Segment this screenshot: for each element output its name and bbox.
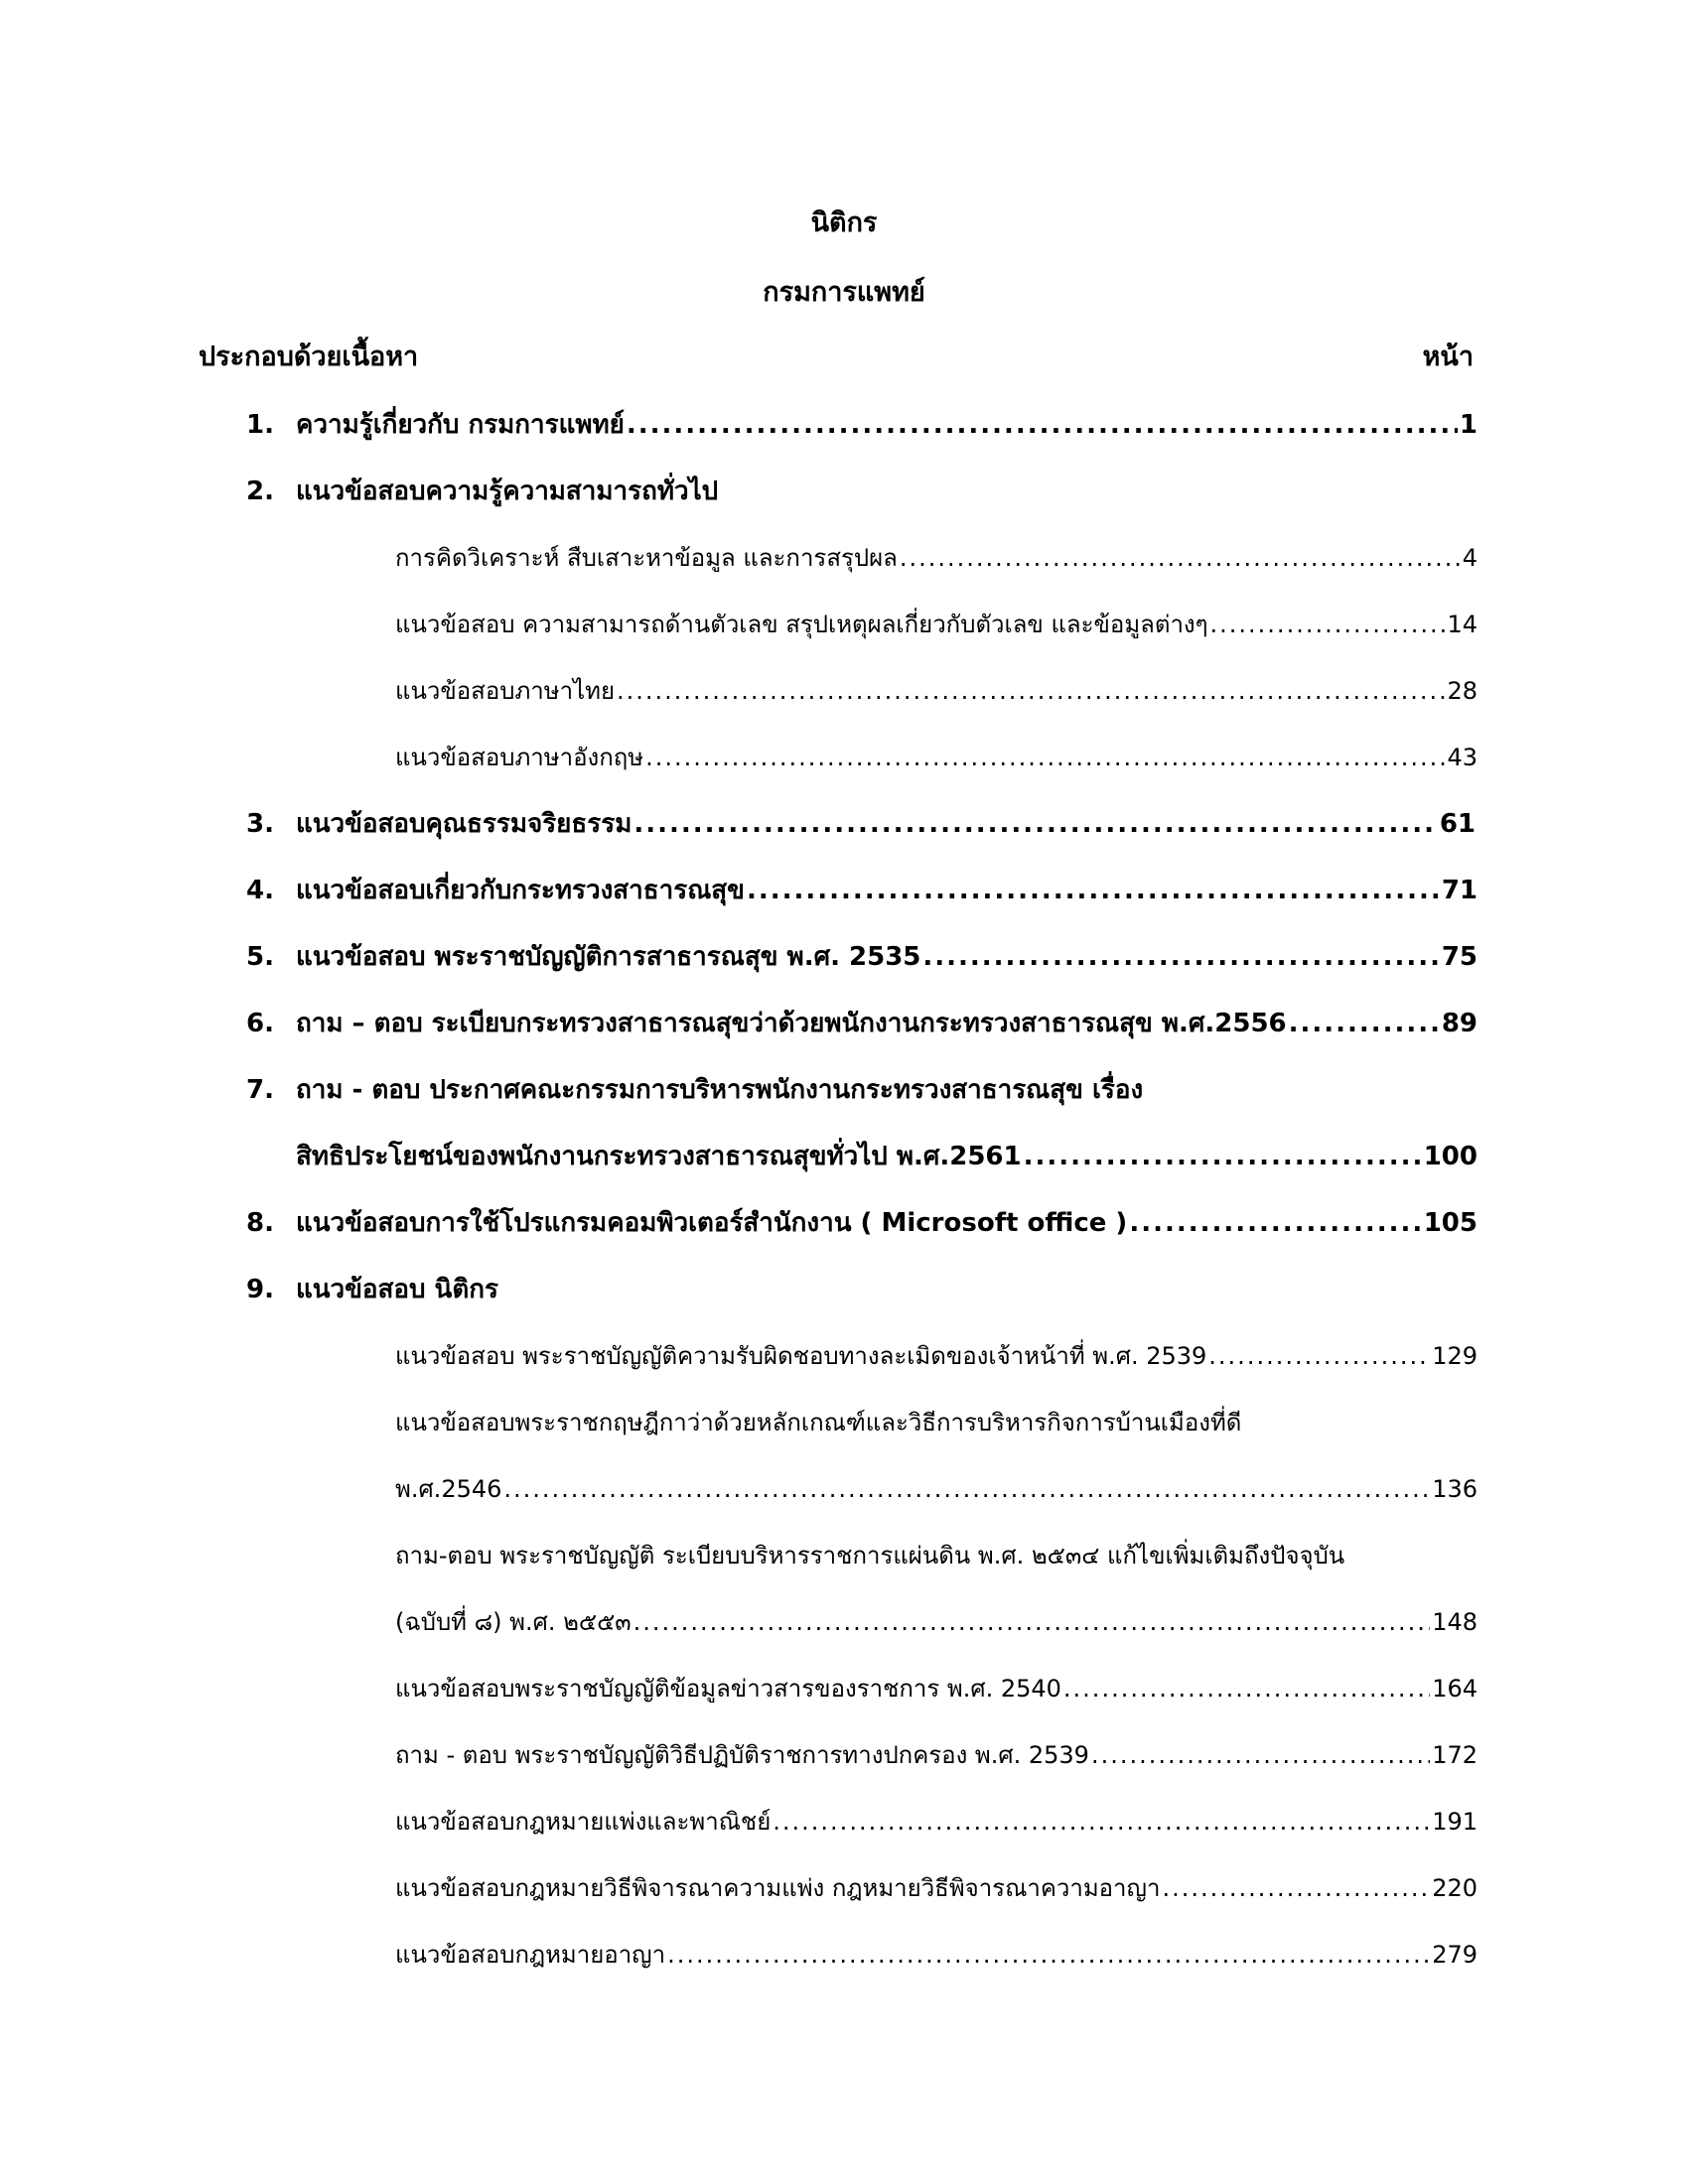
toc-item-number: 5.	[246, 942, 274, 972]
dot-leader	[645, 738, 1445, 777]
dot-leader	[1162, 1868, 1430, 1908]
toc-subitem[interactable]	[395, 738, 1477, 777]
toc-item-page: 61	[1439, 809, 1476, 839]
toc-item-title: แนวข้อสอบกฎหมายวิธีพิจารณาความแพ่ง กฎหมายวิธีพิจารณาความอาญา	[395, 1874, 1161, 1902]
dot-leader	[1210, 605, 1446, 644]
toc-item-page: 148	[1432, 1608, 1477, 1636]
toc-item-page: 43	[1447, 744, 1477, 771]
toc-item-page: 89	[1441, 1009, 1477, 1038]
toc-item-number: 2.	[246, 477, 274, 506]
dot-leader	[1208, 1336, 1430, 1376]
dot-leader	[747, 871, 1440, 910]
toc-subitem[interactable]	[395, 1669, 1477, 1708]
toc-item-title: พ.ศ.2546	[395, 1475, 502, 1503]
dot-leader	[617, 671, 1445, 711]
dot-leader	[633, 804, 1437, 844]
dot-leader	[922, 937, 1439, 977]
toc-item-title: (ฉบับที่ ๘) พ.ศ. ๒๕๕๓	[395, 1608, 632, 1636]
toc-subitem[interactable]	[395, 605, 1477, 644]
toc-subitem[interactable]	[395, 1735, 1477, 1775]
toc-item-title: แนวข้อสอบภาษาไทย	[395, 677, 616, 705]
toc-section[interactable]	[246, 1270, 498, 1309]
toc-item-page: 71	[1441, 876, 1477, 905]
dot-leader	[633, 1602, 1431, 1642]
dot-leader	[667, 1935, 1430, 1975]
toc-item-page: 28	[1447, 677, 1477, 705]
toc-item-title: แนวข้อสอบ ความสามารถด้านตัวเลข สรุปเหตุผลเกี่ยวกับตัวเลข และข้อมูลต่างๆ	[395, 611, 1208, 638]
toc-item-continuation[interactable]	[296, 1137, 1477, 1176]
toc-item-page: 136	[1432, 1475, 1477, 1503]
toc-item-number: 7.	[246, 1075, 274, 1105]
toc-subitem-continuation[interactable]	[395, 1469, 1477, 1509]
toc-item[interactable]	[246, 804, 1476, 844]
toc-item-number: 8.	[246, 1208, 274, 1238]
page-column-heading: หน้า	[1422, 341, 1474, 372]
toc-item-number: 3.	[246, 809, 274, 839]
toc-item-title: ถาม – ตอบ ระเบียบกระทรวงสาธารณสุขว่าด้วยพนักงานกระทรวงสาธารณสุข พ.ศ.2556	[296, 1009, 1287, 1038]
dot-leader	[1063, 1669, 1430, 1708]
dot-leader	[503, 1469, 1430, 1509]
toc-item[interactable]	[246, 1070, 1143, 1110]
toc-item-page: 75	[1441, 942, 1477, 972]
toc-item-title: แนวข้อสอบพระราชกฤษฎีกาว่าด้วยหลักเกณฑ์และวิธีการบริหารกิจการบ้านเมืองที่ดี	[395, 1409, 1242, 1436]
toc-item-page: 4	[1462, 544, 1477, 572]
contents-heading: ประกอบด้วยเนื้อหา	[199, 341, 419, 372]
toc-item-page: 279	[1432, 1941, 1477, 1969]
toc-item-title: แนวข้อสอบกฎหมายอาญา	[395, 1941, 666, 1969]
dot-leader	[1289, 1004, 1440, 1043]
toc-item-title: แนวข้อสอบภาษาอังกฤษ	[395, 744, 644, 771]
toc-item-page: 191	[1432, 1808, 1477, 1836]
toc-item-page: 14	[1447, 611, 1477, 638]
toc-item-title: ถาม-ตอบ พระราชบัญญัติ ระเบียบบริหารราชการแผ่นดิน พ.ศ. ๒๕๓๔ แก้ไขเพิ่มเติมถึงปัจจุบัน	[395, 1542, 1345, 1570]
toc-item-title: แนวข้อสอบความรู้ความสามารถทั่วไป	[296, 477, 719, 506]
toc-item-page: 129	[1432, 1342, 1477, 1370]
toc-item-title: การคิดวิเคราะห์ สืบเสาะหาข้อมูล และการสรุปผล	[395, 544, 898, 572]
toc-subitem[interactable]	[395, 538, 1477, 578]
toc-item[interactable]	[246, 405, 1477, 445]
toc-item-title: แนวข้อสอบการใช้โปรแกรมคอมพิวเตอร์สำนักงาน ( Microsoft office )	[296, 1208, 1128, 1238]
document-title: นิติกร	[810, 207, 878, 238]
dot-leader	[900, 538, 1461, 578]
toc-item-title: แนวข้อสอบ พระราชบัญญัติการสาธารณสุข พ.ศ. 2535	[296, 942, 921, 972]
toc-subitem-continuation[interactable]	[395, 1602, 1477, 1642]
toc-subitem[interactable]	[395, 1935, 1477, 1975]
toc-item-number: 6.	[246, 1009, 274, 1038]
toc-subitem[interactable]	[395, 1536, 1344, 1575]
document-subtitle: กรมการแพทย์	[763, 277, 925, 308]
toc-item[interactable]	[246, 1004, 1477, 1043]
toc-subitem[interactable]	[395, 1868, 1477, 1908]
toc-item-number: 4.	[246, 876, 274, 905]
toc-item-title: ถาม - ตอบ พระราชบัญญัติวิธีปฏิบัติราชการทางปกครอง พ.ศ. 2539	[395, 1741, 1089, 1769]
toc-item-title: แนวข้อสอบพระราชบัญญัติข้อมูลข่าวสารของราชการ พ.ศ. 2540	[395, 1675, 1061, 1703]
toc-item-title: สิทธิประโยชน์ของพนักงานกระทรวงสาธารณสุขทั่วไป พ.ศ.2561	[296, 1142, 1022, 1171]
toc-subitem[interactable]	[395, 1403, 1241, 1442]
toc-item[interactable]	[246, 871, 1477, 910]
toc-item-title: แนวข้อสอบเกี่ยวกับกระทรวงสาธารณสุข	[296, 876, 745, 905]
toc-item-title: แนวข้อสอบ นิติกร	[296, 1275, 498, 1304]
toc-item[interactable]	[246, 937, 1477, 977]
dot-leader	[1129, 1203, 1421, 1243]
toc-item-page: 1	[1459, 410, 1477, 440]
dot-leader	[1024, 1137, 1422, 1176]
dot-leader	[1091, 1735, 1430, 1775]
toc-item-number: 9.	[246, 1275, 274, 1304]
toc-item-page: 220	[1432, 1874, 1477, 1902]
dot-leader	[627, 405, 1458, 445]
toc-item-page: 164	[1432, 1675, 1477, 1703]
toc-item-number: 1.	[246, 410, 274, 440]
toc-item-page: 172	[1432, 1741, 1477, 1769]
toc-section[interactable]	[246, 472, 718, 511]
toc-subitem[interactable]	[395, 671, 1477, 711]
dot-leader	[773, 1802, 1430, 1842]
toc-item-title: แนวข้อสอบ พระราชบัญญัติความรับผิดชอบทางละเมิดของเจ้าหน้าที่ พ.ศ. 2539	[395, 1342, 1207, 1370]
toc-item-title: ถาม - ตอบ ประกาศคณะกรรมการบริหารพนักงานกระทรวงสาธารณสุข เรื่อง	[296, 1075, 1144, 1105]
toc-subitem[interactable]	[395, 1336, 1477, 1376]
toc-item-title: แนวข้อสอบคุณธรรมจริยธรรม	[296, 809, 633, 839]
toc-subitem[interactable]	[395, 1802, 1477, 1842]
toc-item-title: แนวข้อสอบกฎหมายแพ่งและพาณิชย์	[395, 1808, 772, 1836]
toc-item-title: ความรู้เกี่ยวกับ กรมการแพทย์	[296, 410, 625, 440]
toc-item-page: 100	[1423, 1142, 1477, 1171]
toc-item-page: 105	[1423, 1208, 1477, 1238]
toc-item[interactable]	[246, 1203, 1477, 1243]
